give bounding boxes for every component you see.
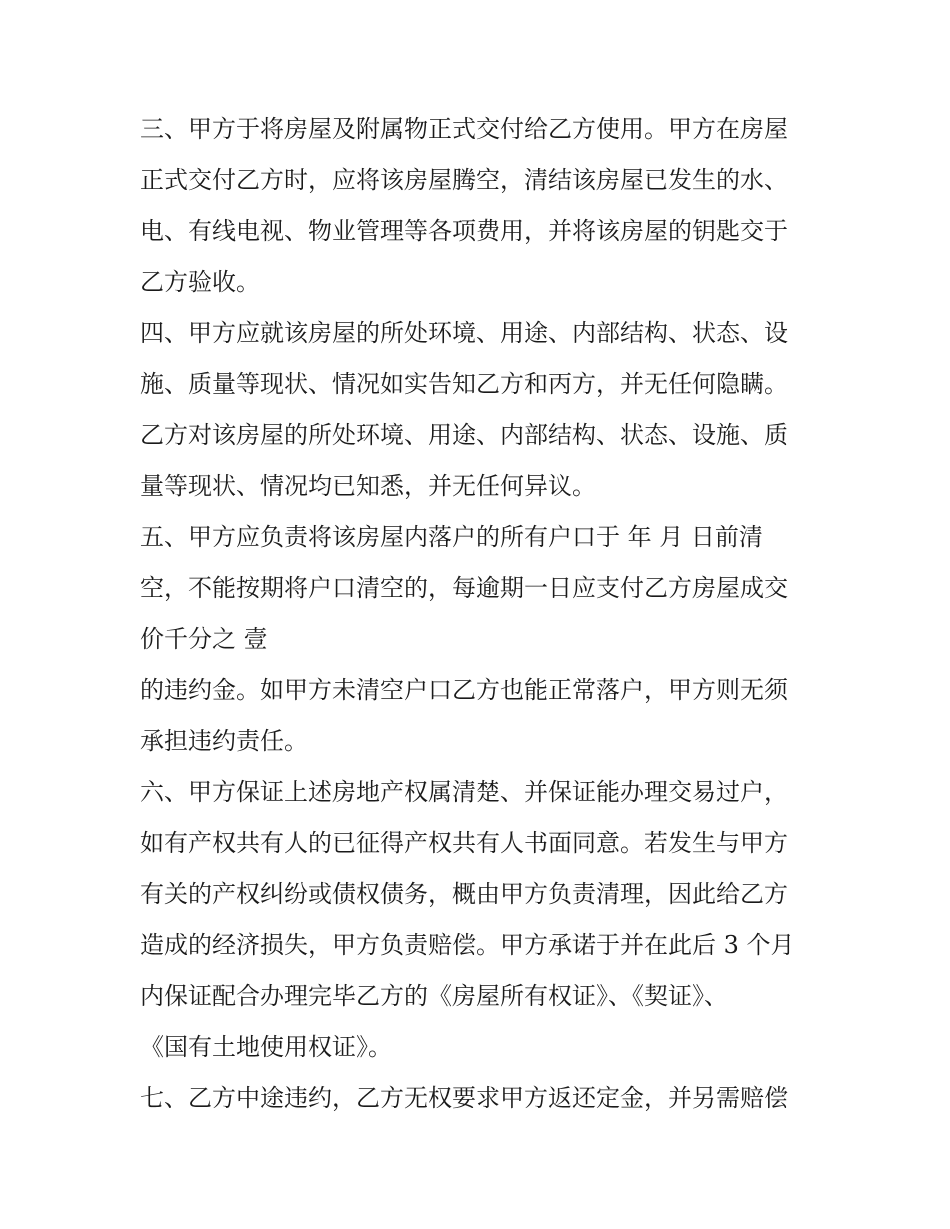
clause-3-line-1: 三、甲方于将房屋及附属物正式交付给乙方使用。甲方在房屋 <box>140 115 788 143</box>
clause-5-line-1: 五、甲方应负责将该房屋内落户的所有户口于 年 月 日前清 <box>140 523 763 551</box>
clause-6-line-2: 如有产权共有人的已征得产权共有人书面同意。若发生与甲方 <box>140 829 788 857</box>
clause-4-line-1: 四、甲方应就该房屋的所处环境、用途、内部结构、状态、设 <box>140 319 788 347</box>
clause-6-line-3: 有关的产权纠纷或债权债务，概由甲方负责清理，因此给乙方 <box>140 880 788 908</box>
clause-5-line-3: 价千分之 壹 <box>140 625 268 653</box>
clause-5-line-4: 的违约金。如甲方未清空户口乙方也能正常落户，甲方则无须 <box>140 676 788 704</box>
clause-3-line-3: 电、有线电视、物业管理等各项费用，并将该房屋的钥匙交于 <box>140 217 788 245</box>
clause-5-line-5: 承担违约责任。 <box>140 727 308 755</box>
clause-7-line-1: 七、乙方中途违约，乙方无权要求甲方返还定金，并另需赔偿 <box>140 1084 788 1112</box>
clause-3-line-2: 正式交付乙方时，应将该房屋腾空，清结该房屋已发生的水、 <box>140 166 788 194</box>
contract-text-body <box>140 104 820 1124</box>
clause-6-line-5: 内保证配合办理完毕乙方的《房屋所有权证》、《契证》、 <box>140 982 728 1010</box>
clause-6-line-6: 《国有土地使用权证》。 <box>140 1033 392 1061</box>
clause-6-line-1: 六、甲方保证上述房地产权属清楚、并保证能办理交易过户， <box>140 778 788 806</box>
clause-4-line-3: 乙方对该房屋的所处环境、用途、内部结构、状态、设施、质 <box>140 421 788 449</box>
clause-4-line-2: 施、质量等现状、情况如实告知乙方和丙方，并无任何隐瞒。 <box>140 370 788 398</box>
clause-4-line-4: 量等现状、情况均已知悉，并无任何异议。 <box>140 472 596 500</box>
clause-3-line-4: 乙方验收。 <box>140 268 260 296</box>
clause-6-line-4: 造成的经济损失，甲方负责赔偿。甲方承诺于并在此后 3 个月 <box>140 931 795 959</box>
clause-5-line-2: 空，不能按期将户口清空的，每逾期一日应支付乙方房屋成交 <box>140 574 788 602</box>
